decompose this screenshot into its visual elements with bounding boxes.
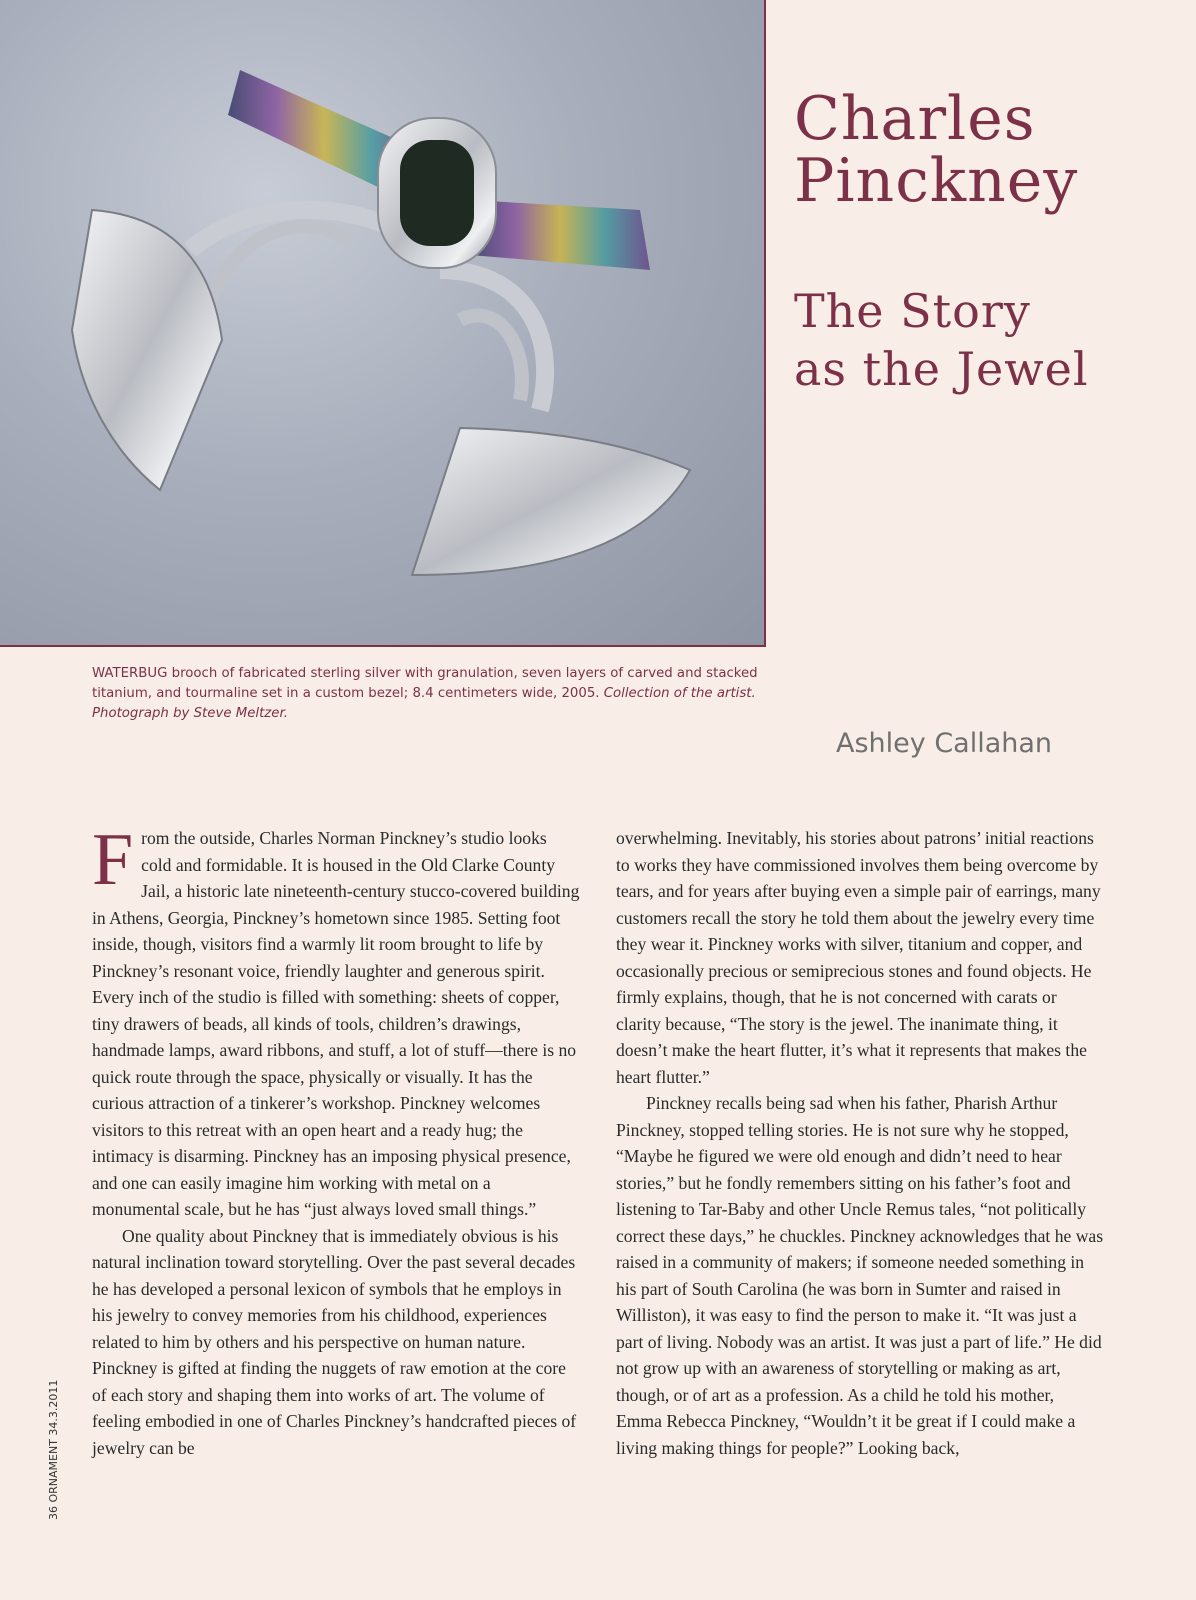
paragraph — [92, 819, 580, 1223]
subtitle-line-1: The Story — [794, 284, 1031, 338]
paragraph: One quality about Pinckney that is immediately obvious is his natural inclination toward storytelling. Over the past several decades he has developed a personal lexicon of symbols that he employs in his jewelry to convey memories from his childhood, experiences related to him by others and his perspective on human nature. Pinckney is gifted at finding the nuggets of raw emotion at the core of each story and shaping them into works of art. The volume of feeling embodied in one of Charles Pinckney’s handcrafted pieces of jewelry can be — [92, 1225, 577, 1458]
caption-credit: Collection of the artist. Photograph by Steve Meltzer. — [92, 686, 756, 721]
paragraph: overwhelming. Inevitably, his stories about patrons’ initial reactions to works they have commissioned involves them being overcome by tears, and for years after buying even a simple pair of earrings, many customers recall the story he told them about the jewelry every time they wear it. Pinckney works with silver, titanium and copper, and occasionally precious or semiprecious stones and found objects. He firmly explains, though, that he is not concerned with carats or clarity because, “The story is the jewel. The inanimate thing, it doesn’t make the heart flutter, it’s what it represents that makes the heart flutter.” — [616, 828, 1101, 1087]
article-column-1 — [92, 819, 580, 1461]
article-column-2 — [616, 825, 1104, 1461]
author-byline: Ashley Callahan — [836, 728, 1053, 759]
article-title — [794, 84, 1079, 216]
paragraph: Pinckney recalls being sad when his father, Pharish Arthur Pinckney, stopped telling stories. He is not sure why he stopped, “Maybe he figured we were old enough and didn’t need to hear stories,” but he fondly remembers sitting on his father’s foot and listening to Tar-Baby and other Uncle Remus tales, “not politically correct these days,” he chuckles. Pinckney acknowledges that he was raised in a community of makers; if someone needed something in his part of South Carolina (he was born in Sumter and raised in Williston), it was easy to find the person to make it. “It was just a part of living. Nobody was an artist. It was just a part of life.” He did not grow up with an awareness of storytelling or making as art, though, or of art as a profession. As a child he told his mother, Emma Rebecca Pinckney, “Wouldn’t it be great if I could make a living making things for people?” Looking back, — [616, 1093, 1104, 1458]
page-folio: 36 ORNAMENT 34.3.2011 — [47, 1379, 60, 1520]
paragraph-text: rom the outside, Charles Norman Pinckney’s studio looks cold and formidable. It is housed in the Old Clarke County Jail, a historic late nineteenth-century stucco-covered building in Athens, Georgia, Pinckney’s hometown since 1985. Setting foot inside, though, visitors find a warmly lit room brought to life by Pinckney’s resonant voice, friendly laughter and generous spirit. Every inch of the studio is filled with something: sheets of copper, tiny drawers of beads, all kinds of tools, children’s drawings, handmade lamps, award ribbons, and stuff, a lot of stuff—there is no quick route through the space, physically or visually. It has the curious attraction of a tinkerer’s workshop. Pinckney welcomes visitors to this retreat with an open heart and a ready hug; the intimacy is disarming. Pinckney has an imposing physical presence, and one can easily imagine him working with metal on a monumental scale, but he has “just always loved small things.” — [92, 828, 580, 1219]
title-line-1: Charles — [794, 84, 1036, 154]
title-line-2: Pinckney — [794, 146, 1079, 216]
subtitle-line-2: as the Jewel — [794, 342, 1089, 396]
photo-caption — [92, 664, 770, 724]
brooch-photo — [0, 0, 766, 647]
waterbug-brooch-image — [0, 0, 766, 647]
drop-cap: F — [92, 819, 134, 901]
article-subtitle — [794, 282, 1089, 398]
caption-main: WATERBUG brooch of fabricated sterling silver with granulation, seven layers of carved and stacked titanium, and tourmaline set in a custom bezel; 8.4 centimeters wide, 2005. — [92, 666, 758, 701]
